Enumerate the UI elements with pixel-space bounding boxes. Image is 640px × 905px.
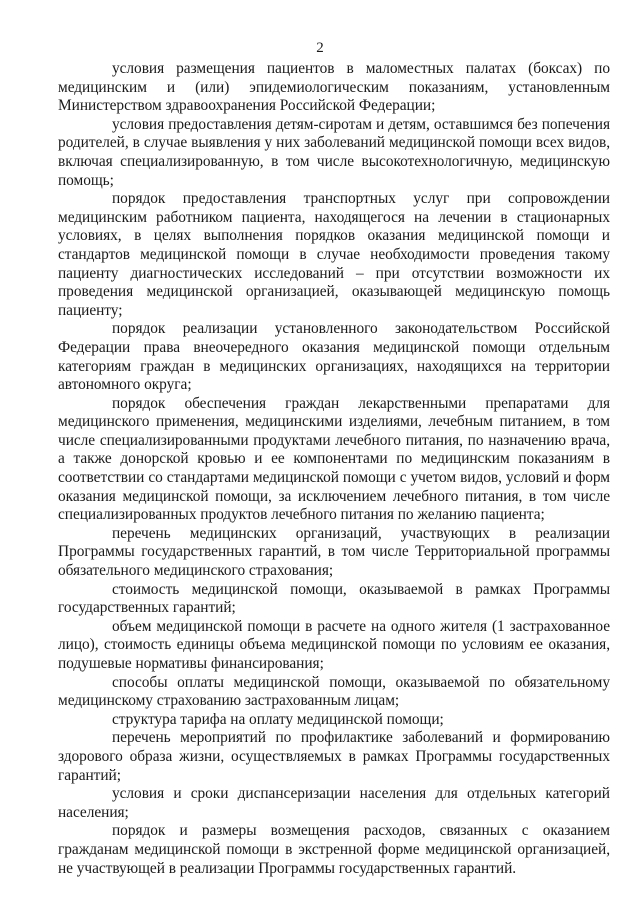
paragraph: условия и сроки диспансеризации населения для отдельных категорий населения; [58, 785, 610, 821]
paragraph: перечень медицинских организаций, участвующих в реализации Программы государственных гарантий, в том числе Территориальной программы обязательного медицинского страхования; [58, 524, 610, 580]
paragraph: способы оплаты медицинской помощи, оказываемой по обязательному медицинскому страхованию застрахованным лицам; [58, 673, 610, 710]
paragraph: условия размещения пациентов в маломестных палатах (боксах) по медицинским и (или) эпидемиологическим показаниям, установленным Министерством здравоохранения Российской Федерации; [58, 60, 610, 115]
paragraph: порядок предоставления транспортных услуг при сопровождении медицинским работником пациента, находящегося на лечении в стационарных условиях, в целях выполнения порядков оказания медицинской помощи и стандартов медицинской помощи в случае необходимости проведения такому пациенту диагностических исследований – при отсутствии возможности их проведения медицинской организацией, оказывающей медицинскую помощь пациенту; [58, 190, 610, 319]
page-number: 2 [316, 40, 324, 56]
paragraph: перечень мероприятий по профилактике заболеваний и формированию здорового образа жизни, осуществляемых в рамках Программы государственных гарантий; [58, 729, 610, 784]
paragraph: условия предоставления детям-сиротам и детям, оставшимся без попечения родителей, в случае выявления у них заболеваний медицинской помощи всех видов, включая специализированную, в том числе высокотехнологичную, медицинскую помощь; [58, 115, 610, 189]
paragraph: порядок и размеры возмещения расходов, связанных с оказанием гражданам медицинской помощи в экстренной форме медицинской организацией, не участвующей в реализации Программы государственных гарантий. [58, 822, 610, 877]
document-body [58, 60, 610, 878]
paragraph: порядок реализации установленного законодательством Российской Федерации права внеочередного оказания медицинской помощи отдельным категориям граждан в медицинских организациях, находящихся на территории автономного округа; [58, 320, 610, 394]
paragraph: структура тарифа на оплату медицинской помощи; [112, 710, 444, 728]
paragraph: стоимость медицинской помощи, оказываемой в рамках Программы государственных гарантий; [58, 580, 610, 617]
paragraph: порядок обеспечения граждан лекарственными препаратами для медицинского применения, медицинскими изделиями, лечебным питанием, в том числе специализированными продуктами лечебного питания, по назначению врача, а также донорской кровью и ее компонентами по медицинским показаниям в соответствии со стандартами медицинской помощи с учетом видов, условий и форм оказания медицинской помощи, за исключением лечебного питания, в том числе специализированных продуктов лечебного питания по желанию пациента; [58, 394, 610, 524]
paragraph: объем медицинской помощи в расчете на одного жителя (1 застрахованное лицо), стоимость единицы объема медицинской помощи по условиям ее оказания, подушевые нормативы финансирования; [58, 617, 610, 672]
